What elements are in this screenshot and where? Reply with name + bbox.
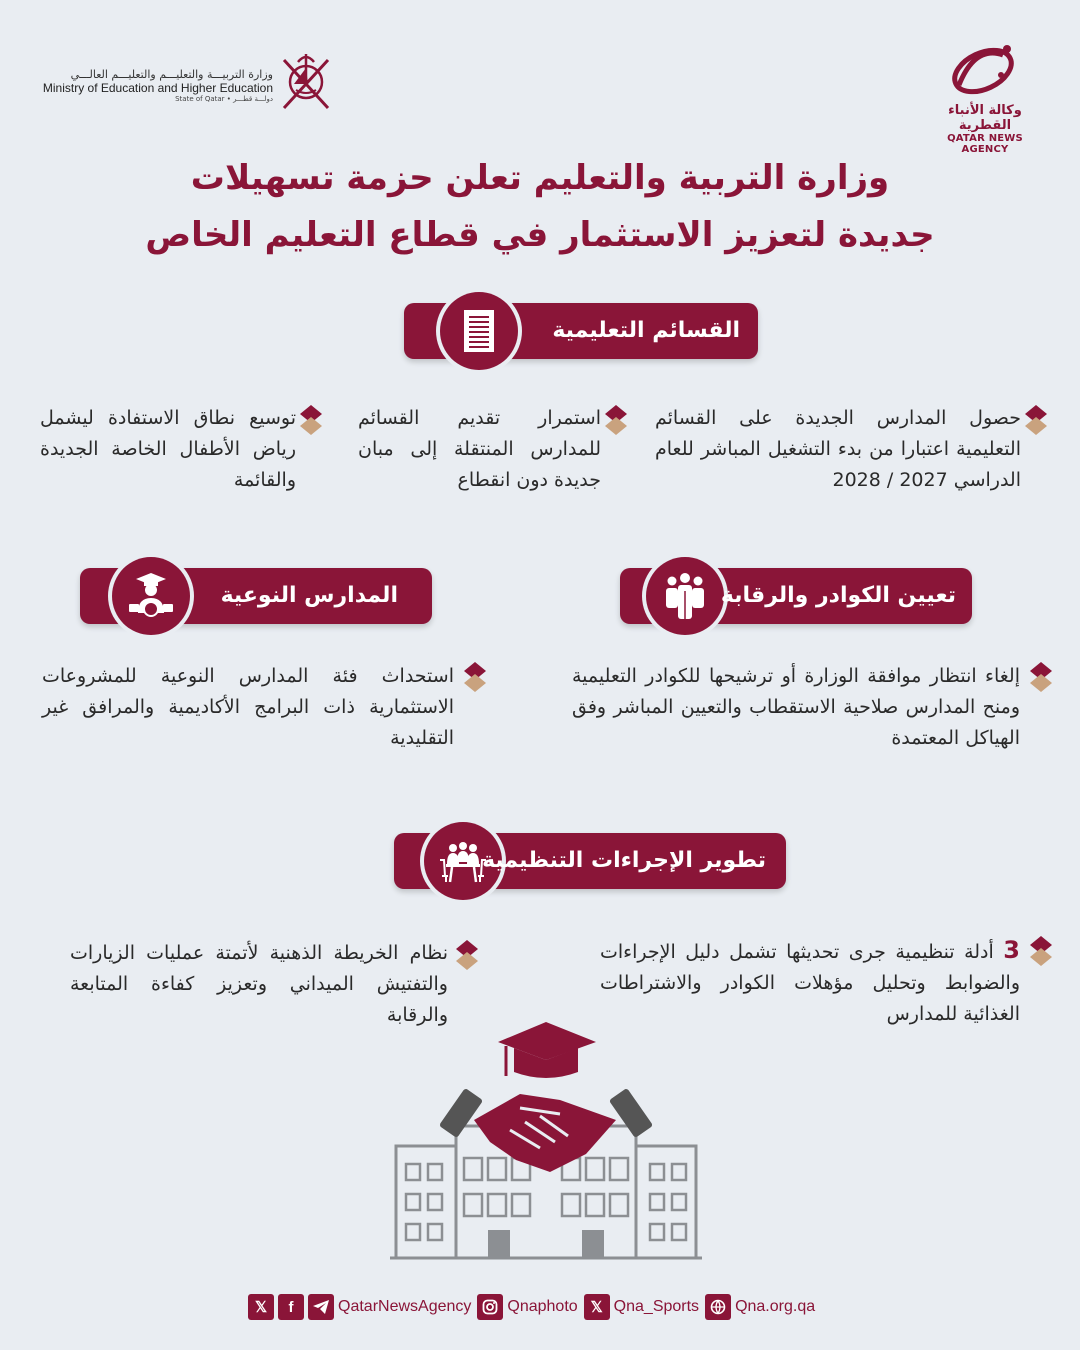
handle-qna-sports[interactable]: Qna_Sports	[613, 1298, 700, 1315]
bullet-diamond-icon	[300, 405, 322, 435]
section-staff-appointment-header	[620, 568, 972, 624]
ministry-english-name: Ministry of Education and Higher Education	[42, 81, 273, 95]
telegram-icon[interactable]	[308, 1294, 334, 1320]
pill-icon-circle	[440, 292, 518, 370]
ministry-logo	[38, 50, 338, 112]
title-line-2: جديدة لتعزيز الاستثمار في قطاع التعليم الخاص	[145, 215, 935, 255]
handle-qatarnewsagency[interactable]: QatarNewsAgency	[338, 1298, 472, 1315]
qna-emblem-icon	[945, 35, 1025, 101]
x-icon[interactable]: 𝕏	[584, 1294, 610, 1320]
bullet-diamond-icon	[605, 405, 627, 435]
document-icon	[454, 306, 504, 356]
pill-icon-circle	[112, 557, 190, 635]
guides-count: 3	[1003, 936, 1020, 964]
meeting-icon	[438, 836, 488, 886]
qna-arabic-name: وكالة الأنباء القطرية	[948, 103, 1022, 133]
regulatory-bullet-2: نظام الخريطة الذهنية لأتمتة عمليات الزيارات والتفتيش الميداني وتعزيز كفاءة المتابعة والرقابة	[70, 942, 448, 1026]
coupon-bullet-3: توسيع نطاق الاستفادة ليشمل رياض الأطفال الخاصة الجديدة والقائمة	[40, 407, 296, 491]
ministry-arabic-name: وزارة التربيـــة والتعليـــم والتعليـــم العالـــي	[70, 68, 273, 81]
bullet-diamond-icon	[464, 662, 486, 692]
qna-english-name: QATAR NEWS AGENCY	[947, 133, 1023, 155]
bullet-diamond-icon	[1030, 662, 1052, 692]
bullet-diamond-icon	[1030, 936, 1052, 966]
section-regulatory-procedures-label: تطوير الإجراءات التنظيمية	[482, 848, 766, 873]
qatar-emblem-icon	[276, 50, 336, 112]
section-educational-coupons-label: القسائم التعليمية	[552, 318, 740, 343]
regulatory-bullet-1-text: أدلة تنظيمية جرى تحديثها تشمل دليل الإجراءات والضوابط وتحليل مؤهلات الكوادر والاشتراطات الغذائية للمدارس	[600, 941, 1020, 1025]
staff-bullet-1: إلغاء انتظار موافقة الوزارة أو ترشيحها للكوادر التعليمية ومنح المدارس صلاحية الاستقطاب والتعيين المباشر وفق الهياكل المعتمدة	[572, 665, 1020, 749]
footer-social-bar	[248, 1291, 821, 1323]
handle-qnaphoto[interactable]: Qnaphoto	[507, 1298, 578, 1315]
specialized-bullet-1: استحداث فئة المدارس النوعية للمشروعات الاستثمارية ذات البرامج الأكاديمية والمرافق غير التقليدية	[42, 665, 454, 749]
pill-icon-circle	[646, 557, 724, 635]
facebook-icon[interactable]: f	[278, 1294, 304, 1320]
section-educational-coupons-header	[404, 303, 758, 359]
bullet-diamond-icon	[456, 940, 478, 970]
handle-qna-website[interactable]: Qna.org.qa	[735, 1298, 816, 1315]
coupon-bullet-2: استمرار تقديم القسائم للمدارس المنتقلة إلى مبان جديدة دون انقطاع	[358, 407, 601, 491]
ministry-state: State of Qatar • دولـــة قطـــر	[175, 95, 273, 103]
people-group-icon	[660, 571, 710, 621]
qna-logo	[930, 35, 1040, 155]
school-handshake-illustration	[390, 1018, 702, 1262]
x-icon[interactable]: 𝕏	[248, 1294, 274, 1320]
page-title	[80, 150, 1000, 264]
coupon-bullet-1: حصول المدارس الجديدة على القسائم التعليمية اعتبارا من بدء التشغيل المباشر للعام الدراسي 2027 / 2028	[655, 407, 1021, 491]
regulatory-bullet-1	[600, 935, 1020, 1030]
graduate-icon	[126, 571, 176, 621]
section-specialized-schools-header	[80, 568, 432, 624]
section-specialized-schools-label: المدارس النوعية	[220, 583, 398, 608]
section-regulatory-procedures-header	[394, 833, 786, 889]
instagram-icon[interactable]	[477, 1294, 503, 1320]
title-line-1: وزارة التربية والتعليم تعلن حزمة تسهيلات	[190, 158, 890, 198]
section-staff-appointment-label: تعيين الكوادر والرقابة	[720, 583, 956, 608]
bullet-diamond-icon	[1025, 405, 1047, 435]
globe-icon[interactable]	[705, 1294, 731, 1320]
